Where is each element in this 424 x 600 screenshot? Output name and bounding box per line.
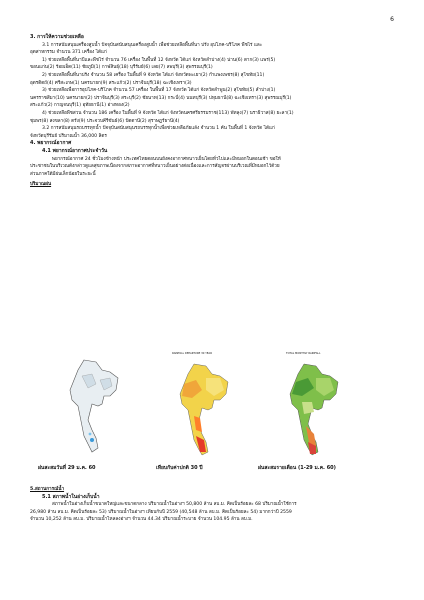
thailand-map-3: [272, 356, 352, 456]
rainfall-maps: [38, 352, 392, 478]
item-1-line2: ขอนแก่น(2) ร้อยเอ็ด(11) ชัยภูมิ(1) กาฬสินธุ์(18) บุรีรัมย์(6) เลย(7) ลพบุรี(3) สุพรรณบุรี(1): [30, 65, 213, 71]
rainfall-heading: ปริมาณฝน: [30, 182, 52, 188]
map2-title: RAINFALL DEPARTURE 30 YEAR: [172, 352, 213, 355]
monthly-rainfall-map: [272, 352, 352, 456]
item-4-line2: ชุมพร(8) สงขลา(8) ตรัง(9) ประจวบคีรีขันธ์(6) ปัตตานี(2) สุราษฎร์ธานี(4): [30, 118, 180, 124]
item-4-line1: 4) ช่วยเหลือพืชสวน จำนวน 186 เครื่อง ในพื้นที่ 9 จังหวัด ได้แก่ จังหวัดนครศรีธรรมราช(113) พัทลุง(7) นราธิวาส(8) ยะลา(1): [42, 110, 294, 116]
rainfall-departure-map: [162, 352, 242, 456]
item-1-line1: 1) ช่วยเหลือพื้นที่นาปีและพืชไร่ จำนวน 76 เครื่อง ในพื้นที่ 12 จังหวัด ได้แก่ จังหวัดลำปาง(4) น่าน(6) ตาก(3) แพร่(5): [42, 57, 276, 63]
section-4-title: 4. พยากรณ์อากาศ: [30, 140, 72, 147]
section-5-1-title: 5.1 สภาพน้ำในอ่างเก็บน้ำ: [42, 493, 100, 500]
section-3-2-line2: จังหวัดบุรีรัมย์ ปริมาณน้ำ 36,000 ลิตร: [30, 133, 107, 139]
reservoir-line3: จำนวน 10,252 ล้าน ลบ.ม. ปริมาณน้ำไหลลงอ่างฯ จำนวน 44.34 ปริมาณน้ำระบาย จำนวน 104.95 ล้าน ลบ.ม.: [30, 517, 253, 523]
reservoir-line1: สภาพน้ำในอ่างเก็บน้ำขนาดใหญ่และขนาดกลาง ปริมาณน้ำในอ่างฯ 50,800 ล้าน ลบ.ม. คิดเป็นร้อยละ 68 ปริมาณน้ำใช้การ: [52, 502, 297, 508]
map3-title: TOTAL MONTHLY RAINFALL: [286, 352, 321, 355]
map2-caption: เทียบกับค่าปกติ 30 ปี: [156, 465, 203, 471]
forecast-line2: ประชาชนในบริเวณดังกล่าวดูแลสุขภาพเนื่องจากสภาพอากาศที่หนาวเย็นอย่างต่อเนื่องและการสัญจรผ่านบริเวณที่มีหมอกไว้ด้วย: [30, 164, 280, 170]
section-4-1-title: 4.1 พยากรณ์อากาศประจำวัน: [42, 147, 108, 154]
item-2-line2: อุตรดิตถ์(4) ศรีสะเกษ(1) นครนายก(9) สระแก้ว(2) ปราจีนบุรี(18) ฉะเชิงเทรา(3): [30, 80, 192, 86]
section-3-1-line1: 3.1 การสนับสนุนเครื่องสูบน้ำ ปัจจุบันสนับสนุนเครื่องสูบน้ำ เพื่อช่วยเหลือพื้นที่นา ปรัง อุปโภค-บริโภค พืชไร่ และ: [42, 42, 263, 48]
thailand-map-1: [52, 356, 132, 456]
reservoir-line2: 26,980 ล้าน ลบ.ม. คิดเป็นร้อยละ 53) ปริมาณน้ำในอ่างฯ เทียบกับปี 2559 (40,548 ล้าน ลบ.ม. คิดเป็นร้อยละ 54) มากกว่าปี 2559: [30, 509, 292, 515]
item-3-line3: สระแก้ว(2) กาญจนบุรี(1) อุทัยธานี(1) อ่างทอง(2): [30, 103, 130, 109]
section-3-2-line1: 3.2 การสนับสนุนรถบรรทุกน้ำ ปัจจุบันสนับสนุนรถบรรทุกน้ำเพื่อช่วยเหลือภัยแล้ง จำนวน 1 คัน ในพื้นที่ 1 จังหวัด ได้แก่: [42, 126, 275, 132]
section-3-1-line2: อุตสาหกรรม จำนวน 371 เครื่อง ได้แก่: [30, 50, 107, 56]
map1-caption: ฝนสะสมวันที่ 29 ม.ค. 60: [38, 465, 96, 471]
page-number: 6: [390, 16, 394, 23]
thailand-map-2: [162, 356, 242, 456]
forecast-line1: พยากรณ์อากาศ 24 ชั่วโมงข้างหน้า ประเทศไทยตอนบนยังคงอากาศหนาวเย็นโดยทั่วไปและมีหมอกในตอนเช้า ขอให้: [52, 156, 281, 162]
water-situation: [30, 486, 398, 524]
forecast-line3: ส่วนภาคใต้มีฝนเล็กน้อยในระยะนี้: [30, 171, 96, 177]
item-3-line1: 3) ช่วยเหลือเพื่อการอุปโภค-บริโภค จำนวน 57 เครื่อง ในพื้นที่ 17 จังหวัด ได้แก่ จังหวัดลำพูน(2) สุโขทัย(5) ลำปาง(1): [42, 88, 276, 94]
item-3-line2: นครราชสีมา(10) นครนายก(2) ปราจีนบุรี(3) สระบุรี(2) ชัยนาท(13) กระบี่(4) นนทบุรี(3) ปทุมธานี(8) ฉะเชิงเทรา(3) สุพรรณบุรี(1): [30, 95, 292, 101]
document-body: [30, 34, 398, 189]
item-2-line1: 2) ช่วยเหลือพื้นที่นาปรัง จำนวน 58 เครื่อง ในพื้นที่ 9 จังหวัด ได้แก่ จังหวัดพะเยา(2) กำแพงเพชร(8) สุโขทัย(11): [42, 72, 265, 78]
section-5-title: 5.สถานการณ์น้ำ: [30, 487, 65, 492]
map3-caption: ฝนสะสมรายเดือน (1-29 ม.ค. 60): [258, 465, 336, 471]
section-3-title: 3. การให้ความช่วยเหลือ: [30, 34, 84, 40]
daily-rainfall-map: [52, 356, 132, 456]
